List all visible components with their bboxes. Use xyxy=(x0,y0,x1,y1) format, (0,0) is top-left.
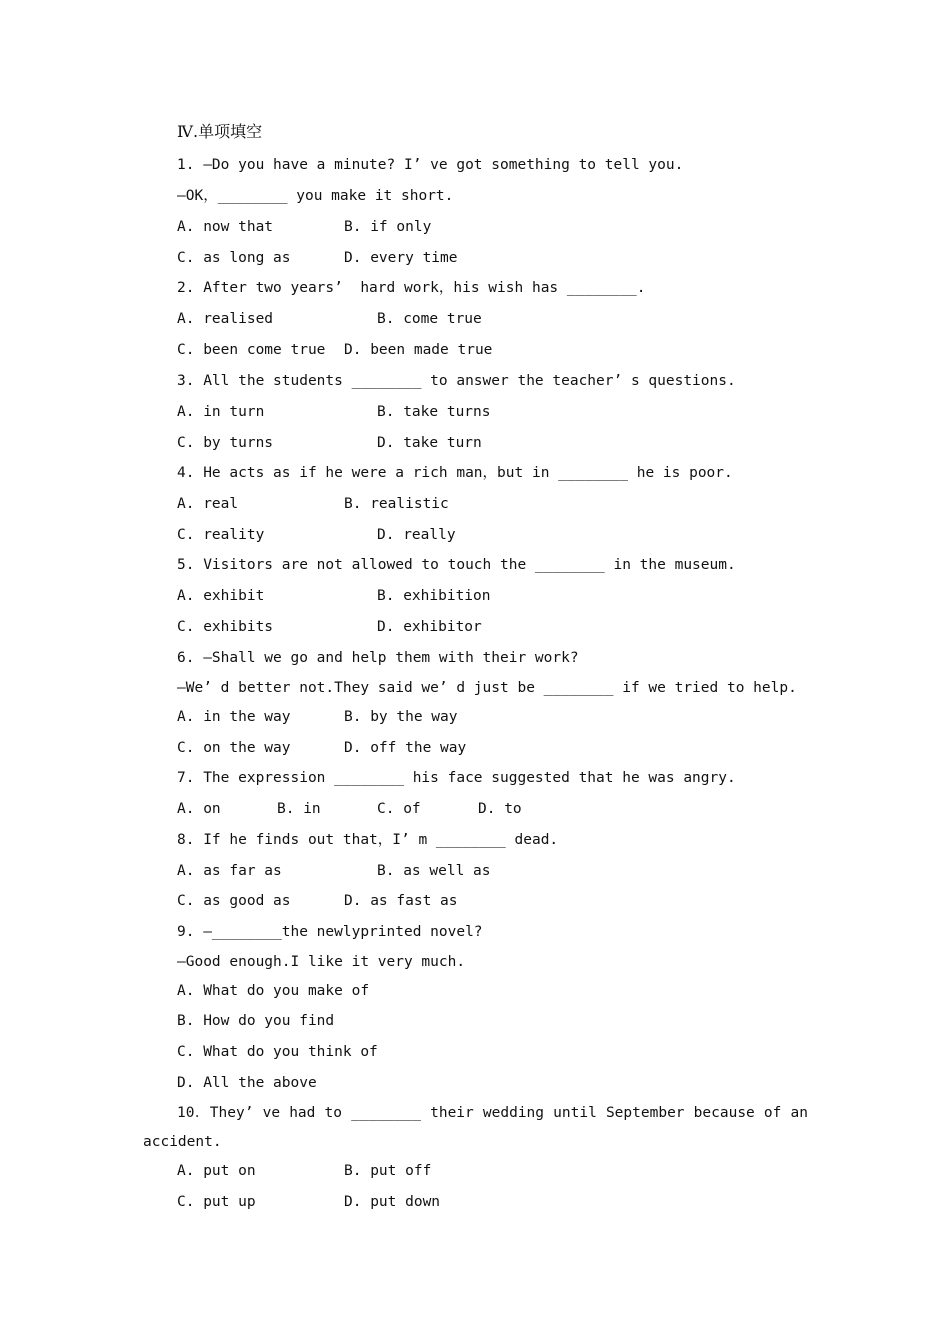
question-9-option-c: C. What do you think of xyxy=(177,1044,378,1060)
question-2-option-c: C. been come true xyxy=(177,342,326,358)
question-1-option-b: B. if only xyxy=(344,219,432,235)
question-10-option-b: B. put off xyxy=(344,1163,432,1179)
question-5-option-a: A. exhibit xyxy=(177,588,265,604)
question-4-option-a: A. real xyxy=(177,496,239,512)
question-6-option-a: A. in the way xyxy=(177,709,291,725)
question-5-stem: 5. Visitors are not allowed to touch the ________ in the museum. xyxy=(177,557,736,573)
question-5-option-b: B. exhibition xyxy=(377,588,491,604)
question-1-option-a: A. now that xyxy=(177,219,274,235)
question-1-stem: 1. —Do you have a minute? I’ ve got something to tell you. xyxy=(177,157,684,173)
question-1-stem-reply: —OK，________ you make it short. xyxy=(177,188,454,204)
question-3-option-c: C. by turns xyxy=(177,435,274,451)
question-8-option-c: C. as good as xyxy=(177,893,291,909)
question-7-option-a: A. on xyxy=(177,801,221,817)
question-4-stem: 4. He acts as if he were a rich man，but in ________ he is poor. xyxy=(177,465,733,481)
question-3-option-d: D. take turn xyxy=(377,435,482,451)
question-9-option-b: B. How do you find xyxy=(177,1013,335,1029)
question-6-stem: 6. —Shall we go and help them with their work? xyxy=(177,650,579,666)
question-4-option-c: C. reality xyxy=(177,527,265,543)
question-2-stem: 2. After two years’ hard work，his wish has ________. xyxy=(177,280,646,296)
question-8-option-a: A. as far as xyxy=(177,863,282,879)
question-10-option-c: C. put up xyxy=(177,1194,256,1210)
question-10-stem: 10．They’ ve had to ________ their wedding until September because of an accident. xyxy=(143,1105,808,1150)
question-7-option-b: B. in xyxy=(277,801,321,817)
section-heading: Ⅳ.单项填空 xyxy=(177,122,263,141)
question-4-option-d: D. really xyxy=(377,527,456,543)
question-6-option-d: D. off the way xyxy=(344,740,467,756)
question-8-stem: 8. If he finds out that，I’ m ________ dead. xyxy=(177,832,559,848)
question-3-stem: 3. All the students ________ to answer the teacher’ s questions. xyxy=(177,373,736,389)
question-5-option-d: D. exhibitor xyxy=(377,619,482,635)
question-2-option-d: D. been made true xyxy=(344,342,493,358)
question-2-option-a: A. realised xyxy=(177,311,274,327)
question-8-option-b: B. as well as xyxy=(377,863,491,879)
question-4-option-b: B. realistic xyxy=(344,496,449,512)
question-7-stem: 7. The expression ________ his face suggested that he was angry. xyxy=(177,770,736,786)
question-7-option-d: D. to xyxy=(478,801,522,817)
question-9-option-a: A. What do you make of xyxy=(177,983,370,999)
question-6-option-c: C. on the way xyxy=(177,740,291,756)
question-9-stem-reply: —Good enough.I like it very much. xyxy=(177,954,466,970)
question-1-option-d: D. every time xyxy=(344,250,458,266)
question-9-stem: 9. —________the newlyprinted novel? xyxy=(177,924,483,940)
question-6-option-b: B. by the way xyxy=(344,709,458,725)
question-8-option-d: D. as fast as xyxy=(344,893,458,909)
question-10-option-d: D. put down xyxy=(344,1194,441,1210)
question-3-option-b: B. take turns xyxy=(377,404,491,420)
question-9-option-d: D. All the above xyxy=(177,1075,317,1091)
question-3-option-a: A. in turn xyxy=(177,404,265,420)
question-10-option-a: A. put on xyxy=(177,1163,256,1179)
question-2-option-b: B. come true xyxy=(377,311,482,327)
question-5-option-c: C. exhibits xyxy=(177,619,274,635)
question-7-option-c: C. of xyxy=(377,801,421,817)
question-1-option-c: C. as long as xyxy=(177,250,291,266)
question-6-stem-reply: —We’ d better not.They said we’ d just be ________ if we tried to help. xyxy=(177,680,797,696)
